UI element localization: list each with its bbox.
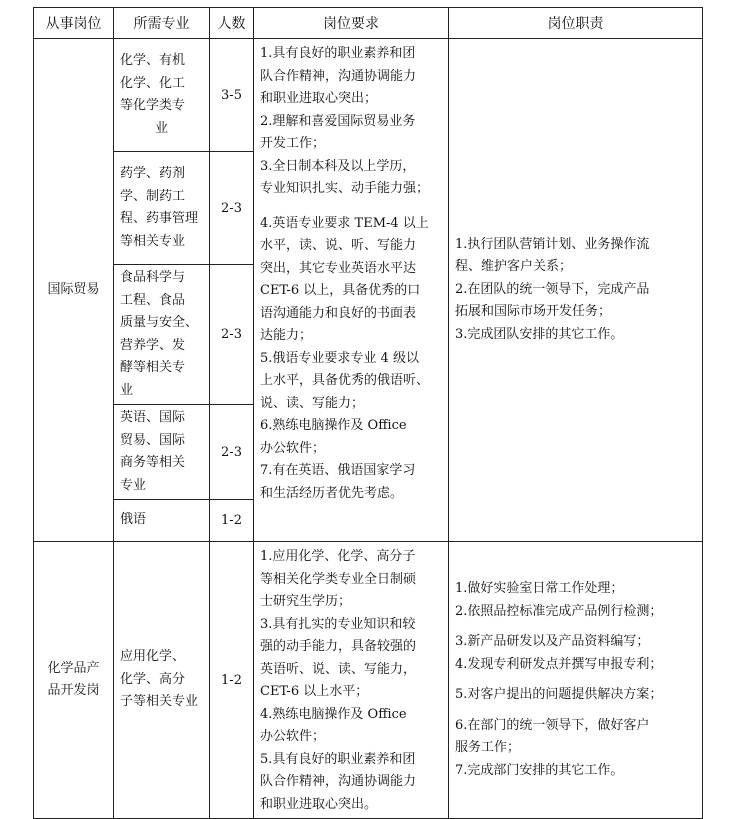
major-cell: 化学、有机 化学、化工 等化学类专 业 [114, 39, 210, 152]
header-count: 人数 [210, 8, 254, 39]
major-cell: 俄语 [114, 500, 210, 542]
count-cell: 3-5 [210, 39, 254, 152]
requirements-cell: 1.具有良好的职业素养和团 队合作精神，沟通协调能力 和职业进取心突出； 2.理解和喜爱国际贸易业务 开发工作； 3.全日制本科及以上学历， 专业知识扎实、动手能力强； 4.英语专业要求 TEM-4 以上 水平，读、说、听、写能力 突出，其它专业英语水平达 CET-6 以上，具备优秀的口 语沟通能力和良好的书面表 达能力； 5.俄语专业要求专业 4 级以 上水平，具备优秀的俄语听、 说、读、写能力； 6.熟练电脑操作及 Office 办公软件； 7.有在英语、俄语国家学习 和生活经历者优先考虑。 [254, 39, 449, 542]
count-cell: 1-2 [210, 542, 254, 819]
position-cell: 国际贸易 [34, 39, 114, 542]
major-cell: 药学、药剂 学、制药工 程、药事管理 等相关专业 [114, 152, 210, 265]
major-cell: 食品科学与 工程、食品 质量与安全、 营养学、发 酵等相关专 业 [114, 265, 210, 405]
header-requirements: 岗位要求 [254, 8, 449, 39]
header-major: 所需专业 [114, 8, 210, 39]
position-cell: 化学品产 品开发岗 [34, 542, 114, 819]
duties-cell: 1.执行团队营销计划、业务操作流 程、维护客户关系； 2.在团队的统一领导下，完成产品 拓展和国际市场开发任务； 3.完成团队安排的其它工作。 [449, 39, 703, 542]
count-cell: 1-2 [210, 500, 254, 542]
table-row [34, 542, 703, 819]
requirements-cell: 1.应用化学、化学、高分子 等相关化学类专业全日制硕 士研究生学历； 3.具有扎实的专业知识和较 强的动手能力，具备较强的 英语听、说、读、写能力， CET-6 以上水平； 4.熟练电脑操作及 Office 办公软件； 5.具有良好的职业素养和团 队合作精神，沟通协调能力 和职业进取心突出。 [254, 542, 449, 819]
count-cell: 2-3 [210, 152, 254, 265]
major-cell: 应用化学、 化学、高分 子等相关专业 [114, 542, 210, 819]
job-table [33, 7, 703, 819]
header-duties: 岗位职责 [449, 8, 703, 39]
major-cell: 英语、国际 贸易、国际 商务等相关 专业 [114, 405, 210, 500]
header-row [34, 8, 703, 39]
duties-cell: 1.做好实验室日常工作处理； 2.依照品控标准完成产品例行检测； 3.新产品研发以及产品资料编写； 4.发现专利研发点并撰写申报专利； 5.对客户提出的问题提供解决方案； 6.在部门的统一领导下，做好客户 服务工作； 7.完成部门安排的其它工作。 [449, 542, 703, 819]
header-position: 从事岗位 [34, 8, 114, 39]
count-cell: 2-3 [210, 265, 254, 405]
table-row [34, 39, 703, 152]
count-cell: 2-3 [210, 405, 254, 500]
